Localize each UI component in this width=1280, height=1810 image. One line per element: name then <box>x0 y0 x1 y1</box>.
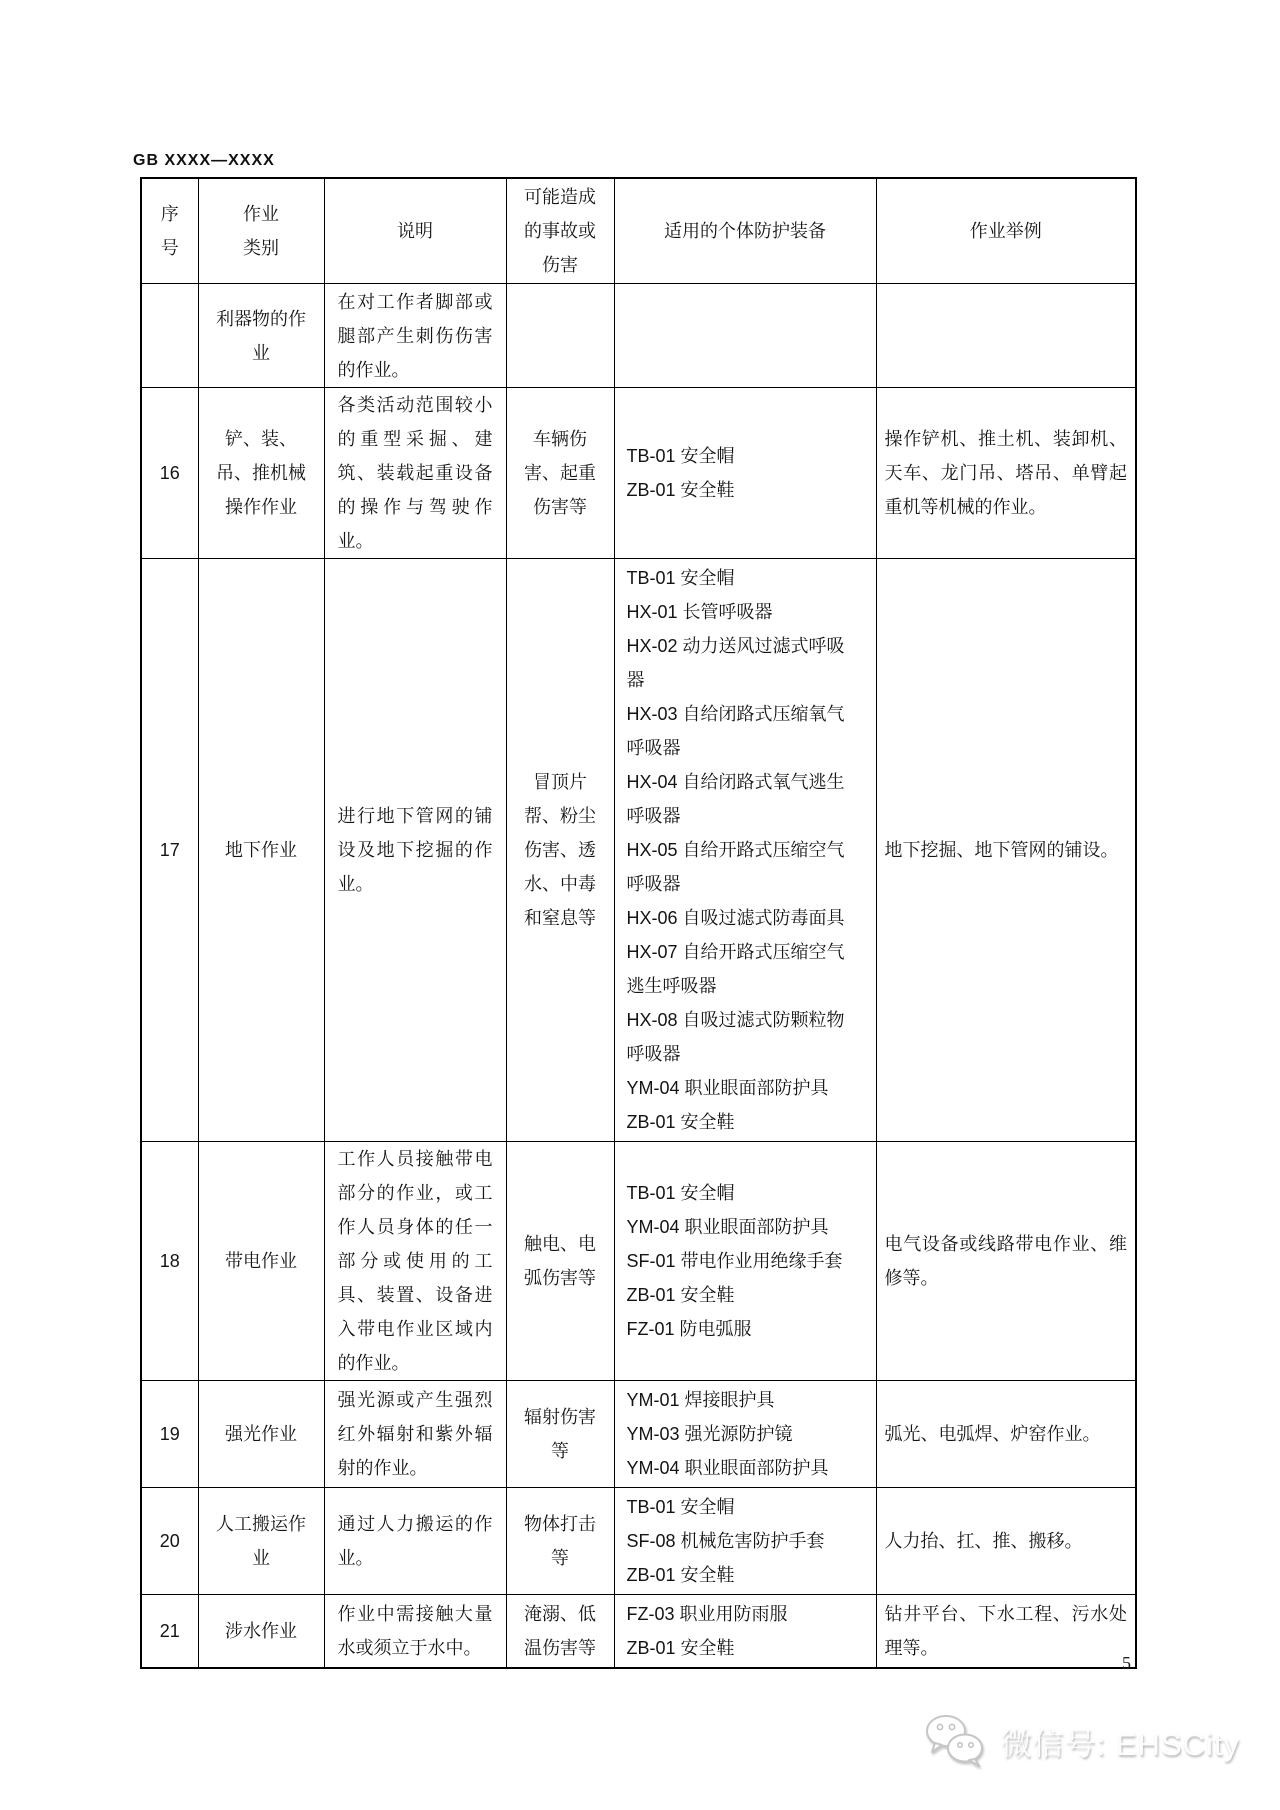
job-category: 地下作业 <box>198 559 324 1142</box>
ppe-item: TB-01 安全帽 <box>626 446 735 466</box>
column-header-description: 说明 <box>324 178 506 284</box>
ppe-list <box>614 1142 876 1381</box>
possible-hazards <box>506 284 614 388</box>
job-description: 进行地下管网的铺设及地下挖掘的作业。 <box>324 559 506 1142</box>
ppe-item: TB-01 安全帽 <box>626 568 735 588</box>
ppe-item: YM-01 焊接眼护具 <box>626 1390 775 1410</box>
ppe-item: HX-06 自吸过滤式防毒面具 <box>626 908 845 928</box>
ppe-item: HX-04 自给闭路式氧气逃生呼吸器 <box>626 772 845 826</box>
column-header-hazards: 可能造成的事故或伤害 <box>506 178 614 284</box>
possible-hazards: 冒顶片帮、粉尘伤害、透水、中毒和窒息等 <box>506 559 614 1142</box>
table-row <box>141 1142 1136 1381</box>
row-number: 16 <box>141 388 198 559</box>
job-examples <box>876 284 1136 388</box>
row-number: 19 <box>141 1381 198 1488</box>
possible-hazards: 车辆伤害、起重伤害等 <box>506 388 614 559</box>
job-description: 工作人员接触带电部分的作业，或工作人员身体的任一部分或使用的工具、装置、设备进入带电作业区域内的作业。 <box>324 1142 506 1381</box>
row-number: 20 <box>141 1488 198 1595</box>
ppe-item: HX-01 长管呼吸器 <box>626 602 773 622</box>
column-header-ppe: 适用的个体防护装备 <box>614 178 876 284</box>
possible-hazards: 辐射伤害等 <box>506 1381 614 1488</box>
table-row <box>141 284 1136 388</box>
job-examples: 人力抬、扛、推、搬移。 <box>876 1488 1136 1595</box>
job-examples: 操作铲机、推土机、装卸机、天车、龙门吊、塔吊、单臂起重机等机械的作业。 <box>876 388 1136 559</box>
table-row <box>141 388 1136 559</box>
ppe-list <box>614 1381 876 1488</box>
watermark-label: 微信号: EHSCity <box>1000 1726 1240 1762</box>
row-number: 17 <box>141 559 198 1142</box>
ppe-item: ZB-01 安全鞋 <box>626 1285 735 1305</box>
table-row <box>141 559 1136 1142</box>
job-description: 作业中需接触大量水或须立于水中。 <box>324 1595 506 1669</box>
ppe-table <box>140 177 1137 1669</box>
job-description: 通过人力搬运的作业。 <box>324 1488 506 1595</box>
doc-code: GB XXXX—XXXX <box>133 152 275 169</box>
job-description: 在对工作者脚部或腿部产生刺伤伤害的作业。 <box>324 284 506 388</box>
possible-hazards: 淹溺、低温伤害等 <box>506 1595 614 1669</box>
ppe-item: FZ-01 防电弧服 <box>626 1319 752 1339</box>
job-category: 铲、装、吊、推机械操作作业 <box>198 388 324 559</box>
ppe-list <box>614 284 876 388</box>
column-header-examples: 作业举例 <box>876 178 1136 284</box>
ppe-item: YM-04 职业眼面部防护具 <box>626 1458 829 1478</box>
ppe-item: YM-04 职业眼面部防护具 <box>626 1217 829 1237</box>
ppe-item: ZB-01 安全鞋 <box>626 480 735 500</box>
ppe-item: TB-01 安全帽 <box>626 1497 735 1517</box>
job-description: 各类活动范围较小的重型采掘、建筑、装载起重设备的操作与驾驶作业。 <box>324 388 506 559</box>
column-header-category: 作业类别 <box>198 178 324 284</box>
ppe-item: HX-05 自给开路式压缩空气呼吸器 <box>626 840 845 894</box>
job-examples: 地下挖掘、地下管网的铺设。 <box>876 559 1136 1142</box>
table-header-row <box>141 178 1136 284</box>
ppe-item: ZB-01 安全鞋 <box>626 1112 735 1132</box>
job-description: 强光源或产生强烈红外辐射和紫外辐射的作业。 <box>324 1381 506 1488</box>
ppe-item: SF-01 带电作业用绝缘手套 <box>626 1251 843 1271</box>
possible-hazards: 物体打击等 <box>506 1488 614 1595</box>
ppe-item: HX-02 动力送风过滤式呼吸器 <box>626 636 845 690</box>
ppe-list <box>614 1595 876 1669</box>
ppe-item: HX-03 自给闭路式压缩氧气呼吸器 <box>626 704 845 758</box>
wechat-icon <box>923 1712 987 1770</box>
ppe-item: YM-03 强光源防护镜 <box>626 1424 793 1444</box>
ppe-item: ZB-01 安全鞋 <box>626 1638 735 1658</box>
possible-hazards: 触电、电弧伤害等 <box>506 1142 614 1381</box>
job-examples: 钻井平台、下水工程、污水处理等。 <box>876 1595 1136 1669</box>
ppe-item: TB-01 安全帽 <box>626 1183 735 1203</box>
ppe-item: SF-08 机械危害防护手套 <box>626 1531 825 1551</box>
ppe-item: HX-08 自吸过滤式防颗粒物呼吸器 <box>626 1010 845 1064</box>
job-category: 利器物的作业 <box>198 284 324 388</box>
table-row <box>141 1381 1136 1488</box>
row-number <box>141 284 198 388</box>
ppe-list <box>614 388 876 559</box>
job-category: 强光作业 <box>198 1381 324 1488</box>
ppe-item: FZ-03 职业用防雨服 <box>626 1604 788 1624</box>
row-number: 21 <box>141 1595 198 1669</box>
ppe-item: HX-07 自给开路式压缩空气逃生呼吸器 <box>626 942 845 996</box>
row-number: 18 <box>141 1142 198 1381</box>
job-category: 人工搬运作业 <box>198 1488 324 1595</box>
ppe-item: ZB-01 安全鞋 <box>626 1565 735 1585</box>
table-row <box>141 1595 1136 1669</box>
ppe-item: YM-04 职业眼面部防护具 <box>626 1078 829 1098</box>
job-examples: 弧光、电弧焊、炉窑作业。 <box>876 1381 1136 1488</box>
ppe-list <box>614 1488 876 1595</box>
table-row <box>141 1488 1136 1595</box>
job-category: 带电作业 <box>198 1142 324 1381</box>
job-category: 涉水作业 <box>198 1595 324 1669</box>
watermark <box>923 1712 1240 1770</box>
column-header-no: 序号 <box>141 178 198 284</box>
page-number: 5 <box>1122 1653 1131 1673</box>
ppe-list <box>614 559 876 1142</box>
job-examples: 电气设备或线路带电作业、维修等。 <box>876 1142 1136 1381</box>
